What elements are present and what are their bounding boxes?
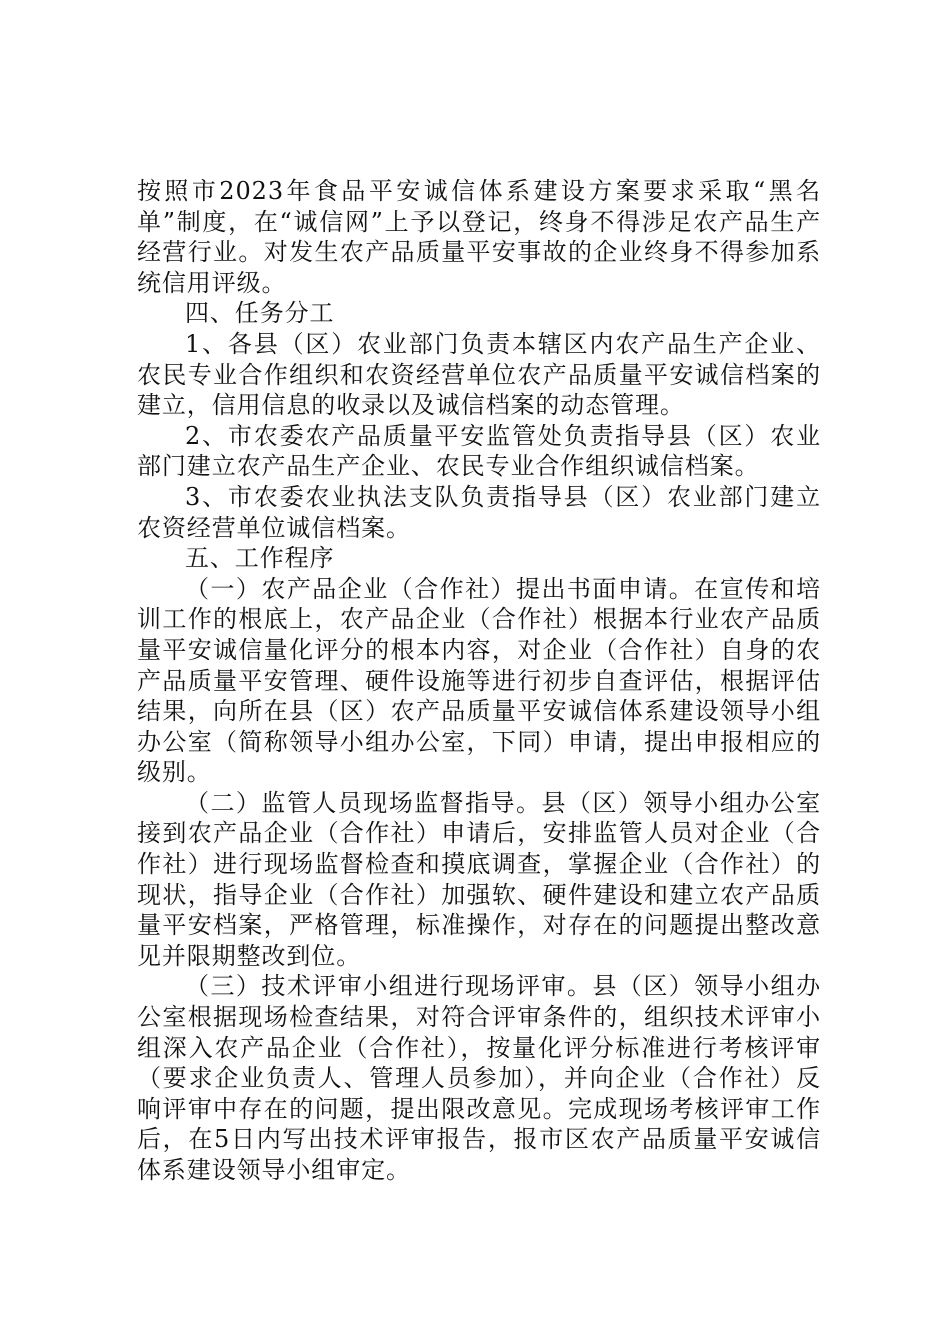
section-heading-task-division: 四、任务分工 (185, 299, 335, 328)
paragraph-task-2: 2、市农委农产品质量平安监管处负责指导县（区）农业部门建立农产品生产企业、农民专业合作组织诚信档案。 (137, 421, 821, 481)
paragraph-procedure-2: （二）监管人员现场监督指导。县（区）领导小组办公室接到农产品企业（合作社）申请后，安排监管人员对企业（合作社）进行现场监督检查和摸底调查，掌握企业（合作社）的现状，指导企业（合作社）加强软、硬件建设和建立农产品质量平安档案，严格管理，标准操作，对存在的问题提出整改意见并限期整改到位。 (137, 788, 821, 970)
paragraph-task-3: 3、市农委农业执法支队负责指导县（区）农业部门建立农资经营单位诚信档案。 (137, 482, 821, 542)
paragraph-procedure-1: （一）农产品企业（合作社）提出书面申请。在宣传和培训工作的根底上，农产品企业（合作社）根据本行业农产品质量平安诚信量化评分的根本内容，对企业（合作社）自身的农产品质量平安管理、硬件设施等进行初步自查评估，根据评估结果，向所在县（区）农产品质量平安诚信体系建设领导小组办公室（简称领导小组办公室，下同）申请，提出申报相应的级别。 (137, 574, 821, 787)
paragraph-task-1: 1、各县（区）农业部门负责本辖区内农产品生产企业、农民专业合作组织和农资经营单位农产品质量平安诚信档案的建立，信用信息的收录以及诚信档案的动态管理。 (137, 329, 821, 420)
paragraph-procedure-3: （三）技术评审小组进行现场评审。县（区）领导小组办公室根据现场检查结果，对符合评审条件的，组织技术评审小组深入农产品企业（合作社），按量化评分标准进行考核评审（要求企业负责人、管理人员参加），并向企业（合作社）反响评审中存在的问题，提出限改意见。完成现场考核评审工作后，在5日内写出技术评审报告，报市区农产品质量平安诚信体系建设领导小组审定。 (137, 972, 821, 1184)
paragraph-blacklist: 按照市2023年食品平安诚信体系建设方案要求采取“黑名单”制度，在“诚信网”上予以登记，终身不得涉足农产品生产经营行业。对发生农产品质量平安事故的企业终身不得参加系统信用评级。 (137, 177, 821, 297)
document-body (137, 176, 821, 1186)
section-heading-work-procedure: 五、工作程序 (185, 544, 335, 573)
